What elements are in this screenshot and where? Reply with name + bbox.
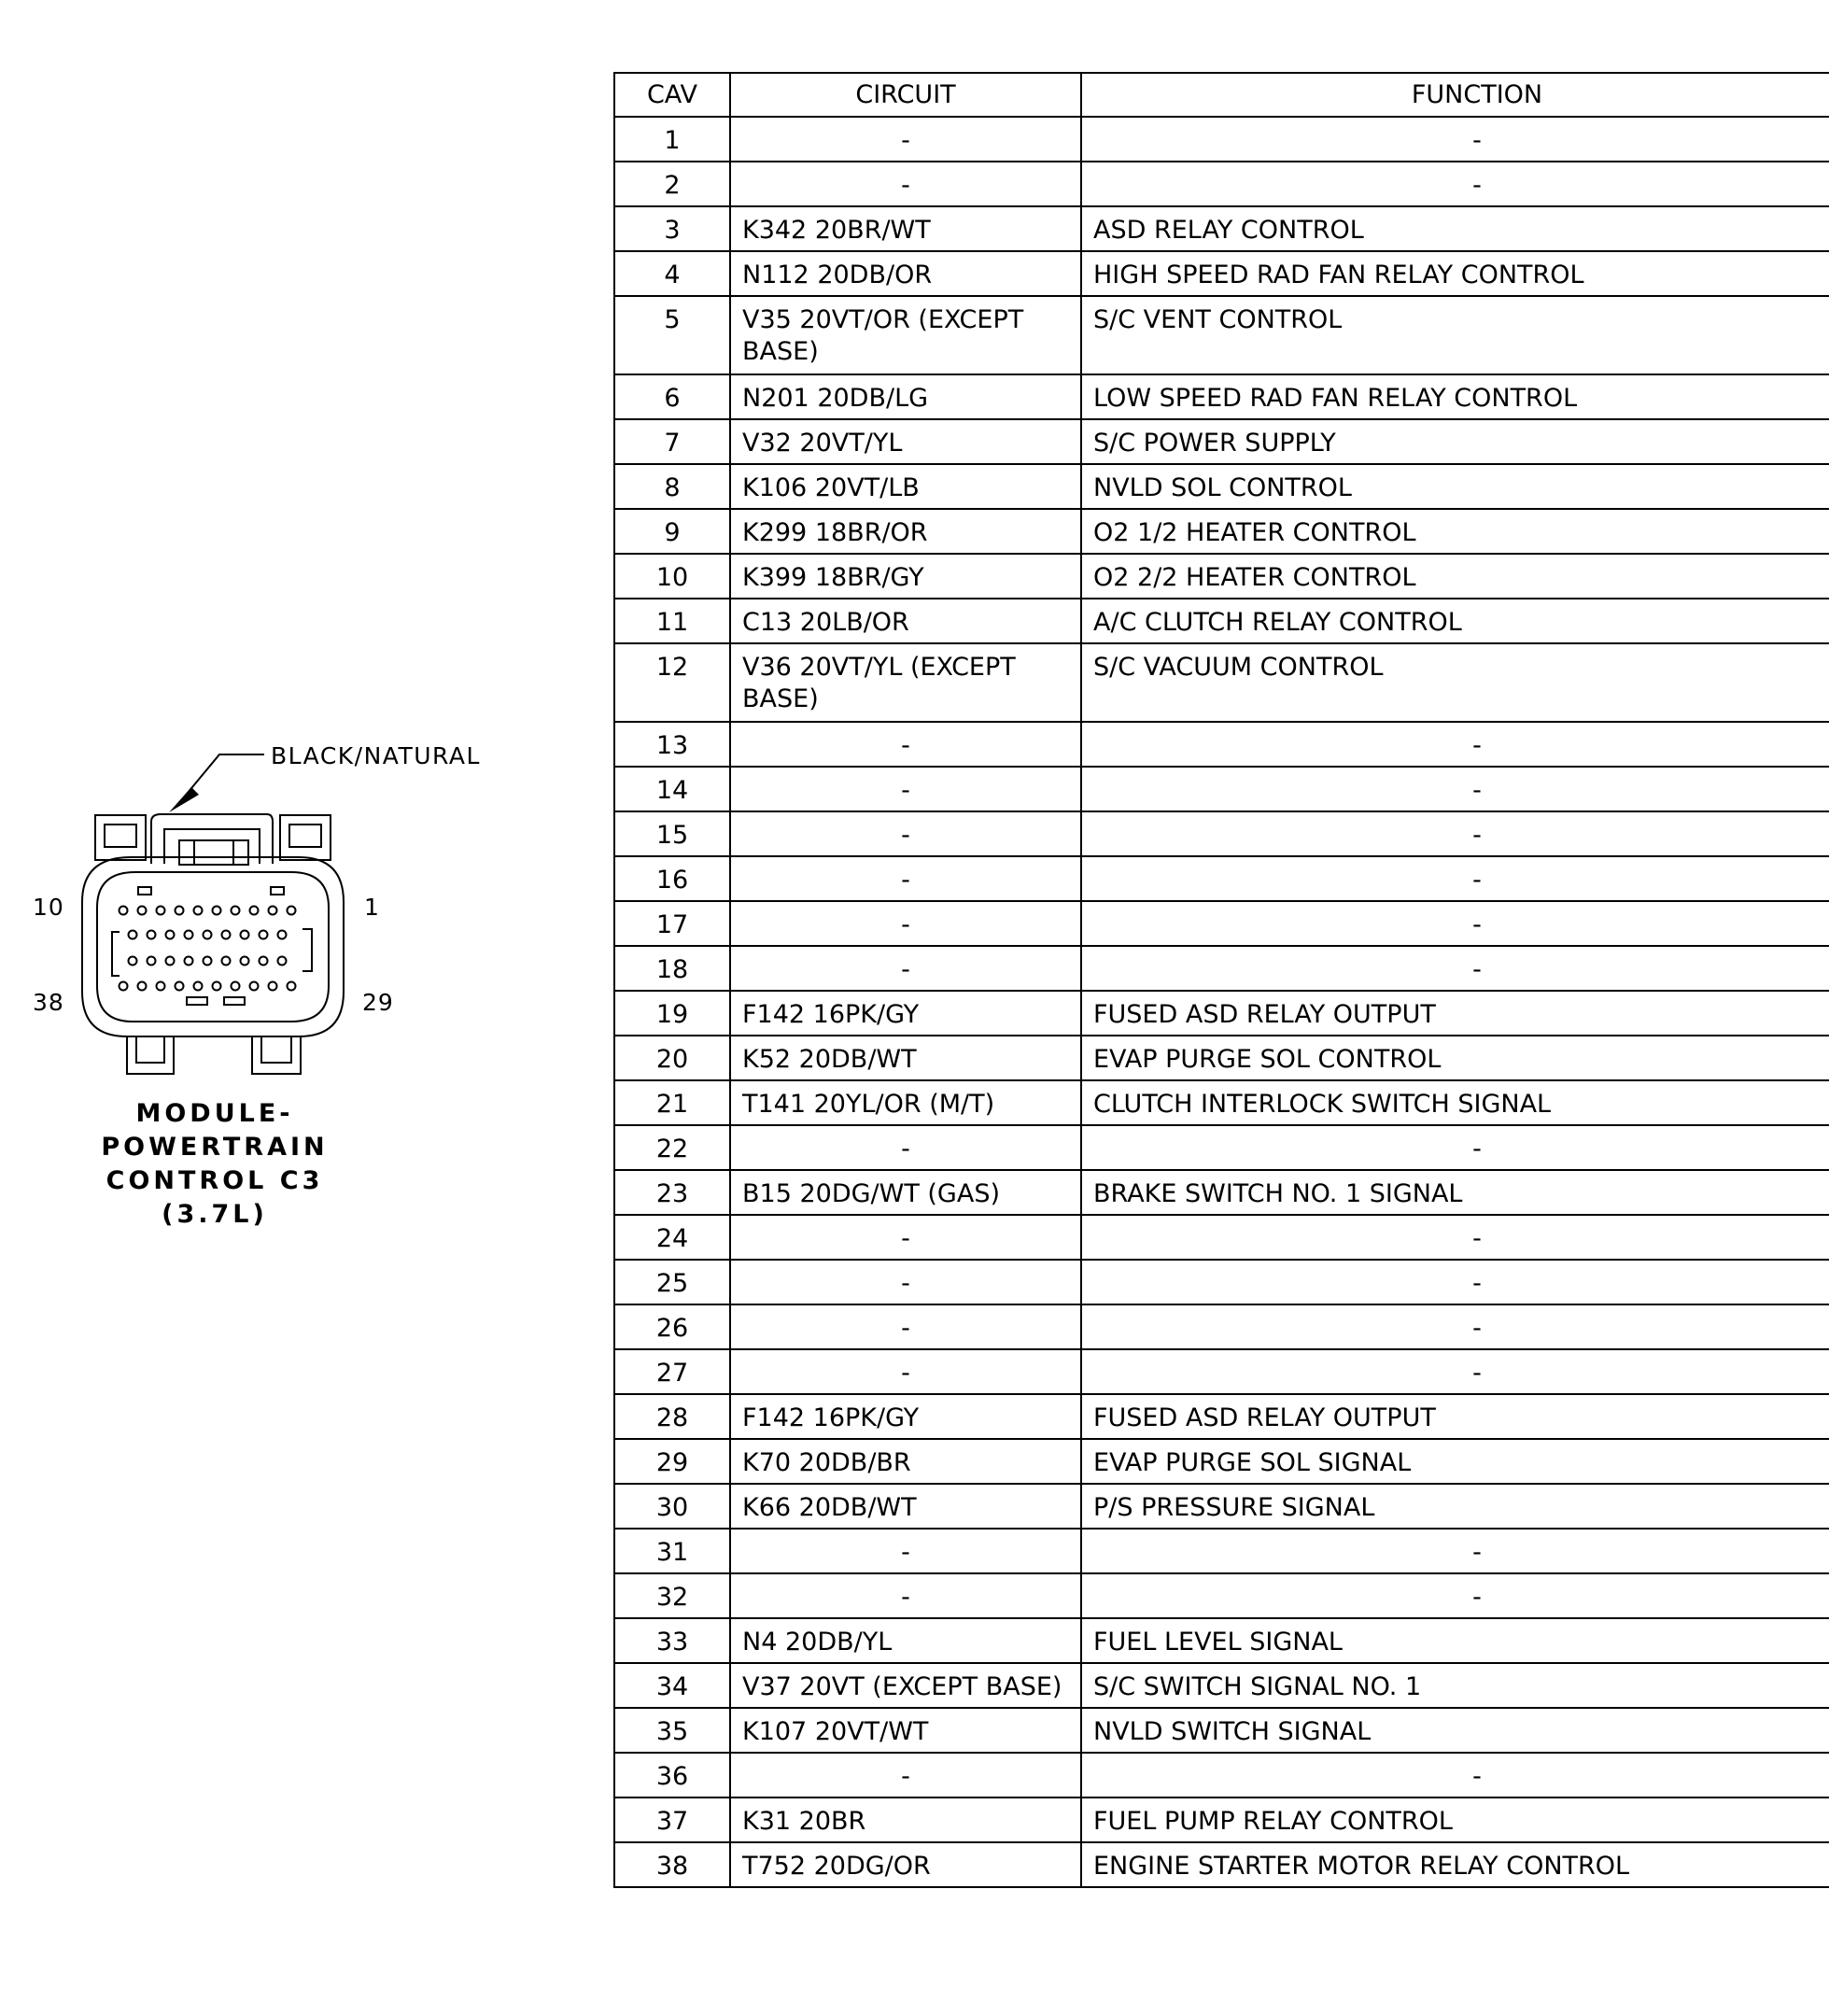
pin-cavity [120,907,128,915]
table-row [614,856,1829,901]
pin-cavity [269,907,277,915]
cell-cav: 14 [614,767,730,811]
cell-cav: 13 [614,722,730,767]
table-row [614,1618,1829,1663]
cell-cav: 31 [614,1529,730,1573]
connector-title-line-4: (3.7L) [162,1200,268,1229]
header-cav: CAV [614,73,730,117]
table-row [614,1484,1829,1529]
cell-function: FUSED ASD RELAY OUTPUT [1081,991,1829,1036]
pin-cavity [176,907,184,915]
table-row [614,1529,1829,1573]
cell-circuit: K31 20BR [730,1797,1081,1842]
pin-grid [120,907,296,991]
pin-cavity [176,982,184,991]
cell-function: - [1081,1125,1829,1170]
cell-function: - [1081,1349,1829,1394]
table-row [614,1663,1829,1708]
pin-cavity [148,957,156,966]
pin-cavity [213,907,221,915]
table-row [614,643,1829,722]
cell-cav: 11 [614,599,730,643]
cell-circuit: K342 20BR/WT [730,206,1081,251]
cell-circuit: - [730,1573,1081,1618]
cell-cav: 21 [614,1080,730,1125]
cell-function: EVAP PURGE SOL SIGNAL [1081,1439,1829,1484]
cell-function: O2 1/2 HEATER CONTROL [1081,509,1829,554]
cell-function: - [1081,1260,1829,1304]
table-row [614,946,1829,991]
cell-circuit: N201 20DB/LG [730,374,1081,419]
table-row [614,722,1829,767]
header-function: FUNCTION [1081,73,1829,117]
cell-function: EVAP PURGE SOL CONTROL [1081,1036,1829,1080]
cell-circuit: - [730,901,1081,946]
connector-body [82,857,344,1074]
cell-function: CLUTCH INTERLOCK SWITCH SIGNAL [1081,1080,1829,1125]
cell-circuit: F142 16PK/GY [730,1394,1081,1439]
cell-cav: 10 [614,554,730,599]
cell-function: FUSED ASD RELAY OUTPUT [1081,1394,1829,1439]
pin-cavity [138,907,147,915]
table-row [614,1394,1829,1439]
cell-function: LOW SPEED RAD FAN RELAY CONTROL [1081,374,1829,419]
cell-function: - [1081,1529,1829,1573]
table-row [614,991,1829,1036]
cell-function: NVLD SOL CONTROL [1081,464,1829,509]
table-row [614,251,1829,296]
cell-circuit: - [730,946,1081,991]
cell-function: - [1081,767,1829,811]
pin-label-bottom-right: 29 [362,989,394,1016]
pin-cavity [157,907,165,915]
cell-circuit: - [730,162,1081,206]
pin-cavity [288,982,296,991]
cell-function: S/C VACUUM CONTROL [1081,643,1829,722]
table-row [614,162,1829,206]
pin-cavity [288,907,296,915]
cell-circuit: T752 20DG/OR [730,1842,1081,1887]
header-circuit: CIRCUIT [730,73,1081,117]
pin-cavity [204,931,212,939]
cell-circuit: C13 20LB/OR [730,599,1081,643]
cell-cav: 7 [614,419,730,464]
pin-cavity [157,982,165,991]
table-row [614,117,1829,162]
cell-cav: 2 [614,162,730,206]
table-row [614,1797,1829,1842]
cell-circuit: V37 20VT (EXCEPT BASE) [730,1663,1081,1708]
cell-cav: 28 [614,1394,730,1439]
cell-circuit: - [730,1529,1081,1573]
pin-cavity [194,907,203,915]
cell-function: P/S PRESSURE SIGNAL [1081,1484,1829,1529]
table-row [614,901,1829,946]
cell-function: - [1081,722,1829,767]
pin-cavity [260,957,268,966]
cell-circuit: - [730,722,1081,767]
cell-function: - [1081,1753,1829,1797]
connector-diagram [0,0,598,1307]
cell-cav: 8 [614,464,730,509]
pin-cavity [129,931,137,939]
pin-cavity [222,931,231,939]
table-row [614,811,1829,856]
cell-circuit: K107 20VT/WT [730,1708,1081,1753]
cell-cav: 25 [614,1260,730,1304]
color-label: BLACK/NATURAL [271,742,481,769]
cell-cav: 20 [614,1036,730,1080]
table-row [614,296,1829,374]
table-row [614,1260,1829,1304]
table-row [614,1349,1829,1394]
table-row [614,1170,1829,1215]
cell-circuit: K52 20DB/WT [730,1036,1081,1080]
pin-cavity [213,982,221,991]
pin-cavity [241,957,249,966]
pin-label-top-right: 1 [364,894,380,921]
cell-circuit: N4 20DB/YL [730,1618,1081,1663]
cell-cav: 5 [614,296,730,374]
cell-cav: 38 [614,1842,730,1887]
cell-circuit: K106 20VT/LB [730,464,1081,509]
pin-cavity [166,931,175,939]
cell-circuit: K399 18BR/GY [730,554,1081,599]
cell-cav: 30 [614,1484,730,1529]
pin-label-top-left: 10 [33,894,64,921]
pin-cavity [138,982,147,991]
connector-title-line-2: POWERTRAIN [101,1133,329,1162]
cell-cav: 17 [614,901,730,946]
cell-cav: 18 [614,946,730,991]
cell-function: S/C VENT CONTROL [1081,296,1829,374]
cell-cav: 6 [614,374,730,419]
cell-function: - [1081,946,1829,991]
pin-cavity [148,931,156,939]
table-row [614,1036,1829,1080]
cell-cav: 36 [614,1753,730,1797]
cell-cav: 33 [614,1618,730,1663]
cell-function: ASD RELAY CONTROL [1081,206,1829,251]
pin-cavity [194,982,203,991]
table-row [614,374,1829,419]
cell-circuit: - [730,1215,1081,1260]
table-row [614,464,1829,509]
pin-cavity [204,957,212,966]
pin-cavity [129,957,137,966]
cell-function: - [1081,1215,1829,1260]
table-row [614,767,1829,811]
cell-cav: 15 [614,811,730,856]
pin-cavity [222,957,231,966]
cell-circuit: V36 20VT/YL (EXCEPT BASE) [730,643,1081,722]
cell-function: - [1081,901,1829,946]
pin-cavity [232,982,240,991]
cell-cav: 9 [614,509,730,554]
cell-function: - [1081,117,1829,162]
cell-function: - [1081,1573,1829,1618]
cell-function: FUEL PUMP RELAY CONTROL [1081,1797,1829,1842]
cell-cav: 26 [614,1304,730,1349]
cell-circuit: K70 20DB/BR [730,1439,1081,1484]
table-row [614,1708,1829,1753]
arrow-head [169,787,199,812]
table-row [614,1573,1829,1618]
cell-cav: 1 [614,117,730,162]
cell-circuit: T141 20YL/OR (M/T) [730,1080,1081,1125]
table-row [614,206,1829,251]
cell-circuit: - [730,1260,1081,1304]
cell-circuit: - [730,856,1081,901]
table-row [614,1080,1829,1125]
cell-circuit: K66 20DB/WT [730,1484,1081,1529]
cell-function: NVLD SWITCH SIGNAL [1081,1708,1829,1753]
pin-cavity [120,982,128,991]
cell-circuit: K299 18BR/OR [730,509,1081,554]
cell-function: - [1081,856,1829,901]
table-row [614,1753,1829,1797]
cell-cav: 37 [614,1797,730,1842]
cell-function: BRAKE SWITCH NO. 1 SIGNAL [1081,1170,1829,1215]
cell-cav: 16 [614,856,730,901]
connector-title-line-3: CONTROL C3 [106,1166,324,1195]
cell-circuit: B15 20DG/WT (GAS) [730,1170,1081,1215]
table-row [614,509,1829,554]
pin-cavity [241,931,249,939]
cell-circuit: - [730,1349,1081,1394]
cell-circuit: V35 20VT/OR (EXCEPT BASE) [730,296,1081,374]
table-row [614,1439,1829,1484]
cell-circuit: - [730,117,1081,162]
pin-label-bottom-left: 38 [33,989,64,1016]
cell-circuit: - [730,1125,1081,1170]
cell-cav: 12 [614,643,730,722]
cell-function: S/C SWITCH SIGNAL NO. 1 [1081,1663,1829,1708]
cell-circuit: N112 20DB/OR [730,251,1081,296]
cell-function: O2 2/2 HEATER CONTROL [1081,554,1829,599]
table-row [614,554,1829,599]
table-row [614,419,1829,464]
table-row [614,1842,1829,1887]
cell-function: - [1081,811,1829,856]
cell-circuit: - [730,1753,1081,1797]
pin-cavity [185,957,193,966]
table-row [614,1304,1829,1349]
cell-cav: 3 [614,206,730,251]
table-row [614,599,1829,643]
cell-circuit: V32 20VT/YL [730,419,1081,464]
pin-cavity [232,907,240,915]
table-row [614,1125,1829,1170]
pin-cavity [166,957,175,966]
cell-cav: 34 [614,1663,730,1708]
cell-function: S/C POWER SUPPLY [1081,419,1829,464]
table-row [614,1215,1829,1260]
cell-cav: 22 [614,1125,730,1170]
cell-cav: 32 [614,1573,730,1618]
cell-circuit: - [730,811,1081,856]
table-body [614,117,1829,1887]
cell-cav: 27 [614,1349,730,1394]
pinout-table [613,72,1829,1888]
connector-title-line-1: MODULE- [135,1099,294,1128]
table-header-row [614,73,1829,117]
pin-cavity [278,957,287,966]
pin-cavity [269,982,277,991]
cell-function: HIGH SPEED RAD FAN RELAY CONTROL [1081,251,1829,296]
pin-cavity [250,982,259,991]
cell-function: ENGINE STARTER MOTOR RELAY CONTROL [1081,1842,1829,1887]
cell-circuit: - [730,767,1081,811]
cell-cav: 35 [614,1708,730,1753]
pin-cavity [260,931,268,939]
cell-circuit: - [730,1304,1081,1349]
cell-circuit: F142 16PK/GY [730,991,1081,1036]
cell-cav: 19 [614,991,730,1036]
pin-cavity [250,907,259,915]
cell-cav: 23 [614,1170,730,1215]
cell-function: - [1081,162,1829,206]
cell-function: - [1081,1304,1829,1349]
cell-cav: 24 [614,1215,730,1260]
pin-cavity [278,931,287,939]
cell-cav: 4 [614,251,730,296]
cell-function: A/C CLUTCH RELAY CONTROL [1081,599,1829,643]
pin-cavity [185,931,193,939]
cell-function: FUEL LEVEL SIGNAL [1081,1618,1829,1663]
cell-cav: 29 [614,1439,730,1484]
